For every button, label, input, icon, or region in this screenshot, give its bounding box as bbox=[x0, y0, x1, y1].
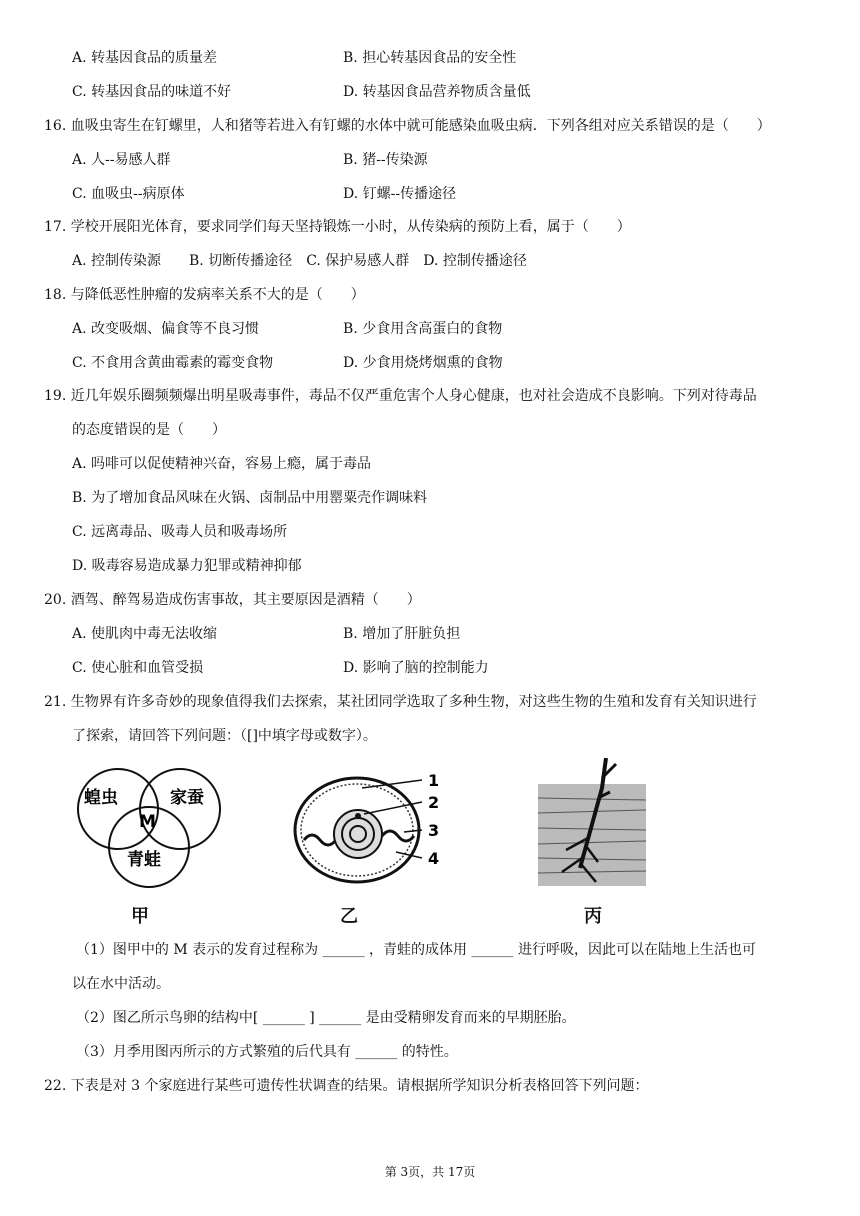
text-line-l1: A. 转基因食品的质量差 bbox=[72, 50, 218, 66]
egg-germinal-disc bbox=[355, 813, 361, 819]
text-line-q21b: 了探索，请回答下列问题：（[]中填字母或数字）。 bbox=[72, 728, 377, 744]
text-line-l11: B. 少食用含高蛋白的食物 bbox=[343, 321, 503, 337]
text-line-s3: （3）月季用图丙所示的方式繁殖的后代具有 ______ 的特性。 bbox=[76, 1044, 458, 1060]
text-line-l8: D. 钉螺--传播途径 bbox=[343, 186, 457, 202]
egg-label-3: 3 bbox=[428, 821, 440, 840]
text-line-l13: D. 少食用烧烤烟熏的食物 bbox=[343, 355, 503, 371]
venn-circle-locust bbox=[78, 769, 158, 849]
egg-label-4: 4 bbox=[428, 849, 440, 868]
text-line-q18: 18. 与降低恶性肿瘤的发病率关系不大的是（ ） bbox=[44, 287, 365, 303]
venn-label-m: M bbox=[139, 812, 156, 832]
text-line-l4: D. 转基因食品营养物质含量低 bbox=[343, 84, 531, 100]
page-footer: 第 3页，共 17页 bbox=[384, 1165, 476, 1179]
figure-bing-caption: 丙 bbox=[584, 906, 602, 927]
text-line-l19: B. 增加了肝脏负担 bbox=[343, 626, 461, 642]
egg-label-1: 1 bbox=[428, 771, 440, 790]
text-line-l2: B. 担心转基因食品的安全性 bbox=[343, 50, 517, 66]
venn-label-frog: 青蛙 bbox=[127, 850, 161, 870]
text-line-s1b: 以在水中活动。 bbox=[72, 976, 170, 992]
text-line-q20: 20. 酒驾、醉驾易造成伤害事故，其主要原因是酒精（ ） bbox=[44, 592, 421, 608]
text-line-l14: A. 吗啡可以促使精神兴奋，容易上瘾，属于毒品 bbox=[72, 456, 372, 472]
text-line-s2: （2）图乙所示鸟卵的结构中[ ______ ] ______ 是由受精卵发育而来的早期胚胎。 bbox=[76, 1010, 576, 1026]
egg-label-2: 2 bbox=[428, 793, 440, 812]
egg-chalaza-right bbox=[382, 831, 414, 841]
egg-chalaza-left bbox=[304, 835, 336, 845]
text-line-l10: A. 改变吸烟、偏食等不良习惯 bbox=[72, 321, 260, 337]
venn-circle-silkworm bbox=[140, 769, 220, 849]
text-line-q21: 21. 生物界有许多奇妙的现象值得我们去探索，某社团同学选取了多种生物，对这些生物的生殖和发育有关知识进行 bbox=[44, 694, 757, 710]
text-line-q16: 16. 血吸虫寄生在钉螺里，人和猪等若进入有钉螺的水体中就可能感染血吸虫病．下列各组对应关系错误的是（ ） bbox=[44, 118, 771, 134]
text-line-l18: A. 使肌肉中毒无法收缩 bbox=[72, 626, 218, 642]
text-line-l16: C. 远离毒品、吸毒人员和吸毒场所 bbox=[72, 524, 288, 540]
text-line-s1: （1）图甲中的 M 表示的发育过程称为 ______ ，青蛙的成体用 ______ 进行呼吸，因此可以在陆地上生活也可 bbox=[76, 942, 756, 958]
figure-yi-bird-egg bbox=[292, 770, 452, 890]
text-line-l7: C. 血吸虫--病原体 bbox=[72, 186, 185, 202]
figure-bing-plant-cutting bbox=[536, 758, 651, 888]
text-line-l9: A. 控制传染源 B. 切断传播途径 C. 保护易感人群 D. 控制传播途径 bbox=[72, 253, 527, 269]
text-line-l15: B. 为了增加食品风味在火锅、卤制品中用罂粟壳作调味料 bbox=[72, 490, 428, 506]
text-line-q19: 19. 近几年娱乐圈频频爆出明星吸毒事件，毒品不仅严重危害个人身心健康，也对社会造成不良影响。下列对待毒品 bbox=[44, 388, 757, 404]
text-line-l12: C. 不食用含黄曲霉素的霉变食物 bbox=[72, 355, 274, 371]
text-line-q17: 17. 学校开展阳光体育，要求同学们每天坚持锻炼一小时，从传染病的预防上看，属于（ ） bbox=[44, 219, 631, 235]
figure-jia-venn-diagram bbox=[72, 765, 232, 890]
figure-jia-caption: 甲 bbox=[131, 906, 149, 927]
text-line-q22: 22. 下表是对 3 个家庭进行某些可遗传性状调查的结果。请根据所学知识分析表格回答下列问题： bbox=[44, 1078, 649, 1094]
text-line-l5: A. 人--易感人群 bbox=[72, 152, 171, 168]
figure-yi-caption: 乙 bbox=[340, 906, 358, 927]
text-line-l20: C. 使心脏和血管受损 bbox=[72, 660, 204, 676]
text-line-l6: B. 猪--传染源 bbox=[343, 152, 428, 168]
text-line-q19b: 的态度错误的是（ ） bbox=[72, 422, 226, 438]
venn-label-locust: 蝗虫 bbox=[84, 788, 118, 808]
text-line-l3: C. 转基因食品的味道不好 bbox=[72, 84, 232, 100]
text-line-l17: D. 吸毒容易造成暴力犯罪或精神抑郁 bbox=[72, 558, 302, 574]
venn-label-silkworm: 家蚕 bbox=[170, 788, 204, 808]
text-line-l21: D. 影响了脑的控制能力 bbox=[343, 660, 489, 676]
